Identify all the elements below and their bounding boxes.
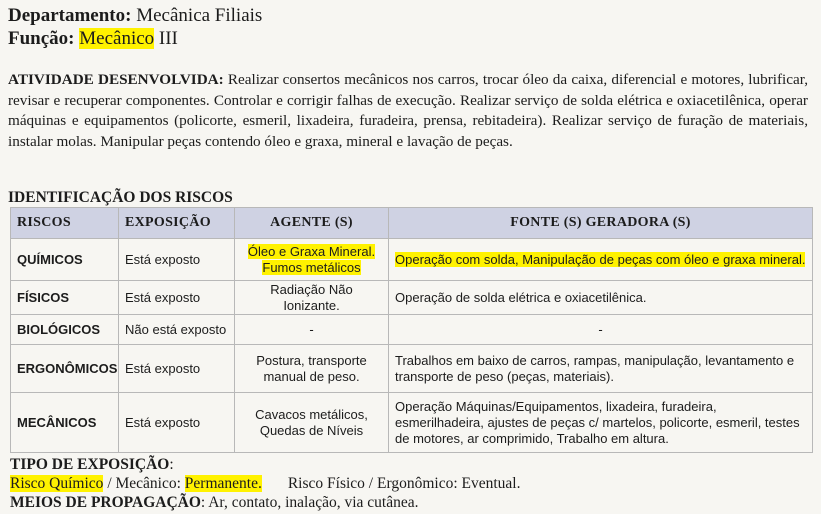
header-riscos: RISCOS [11,208,119,239]
risk-name: ERGONÔMICOS [11,345,119,393]
exposure-permanente: Permanente. [184,475,262,492]
header-agente: AGENTE (S) [235,208,389,239]
risk-agent [235,239,389,281]
funcao-rest: III [154,28,178,49]
risk-section-title: IDENTIFICAÇÃO DOS RISCOS [8,189,233,206]
risk-name: BIOLÓGICOS [11,315,119,345]
risk-agent: Radiação Não Ionizante. [235,281,389,315]
risk-source: Trabalhos em baixo de carros, rampas, manipulação, levantamento e transporte de peso (peças, materiais). [389,345,813,393]
activity-text: Realizar consertos mecânicos nos carros, trocar óleo da caixa, diferencial e motores, lubrificar, revisar e recuperar componentes. Controlar e corrigir falhas de execução. Realizar serviço de solda elétrica e oxiacetilênica, operar máquinas e equipamentos (policorte, esmeril, lixadeira, furadeira, prensa, rebitadeira). Realizar serviço de furação de materiais, instalar molas. Manipular peças contendo óleo e graxa, mineral e lavação de peças. [8,71,808,150]
risk-agent: - [235,315,389,345]
exposure-colon: : [169,456,174,473]
exposure-mecanico-label: / Mecânico: [103,475,185,492]
risk-exposure: Está exposto [119,281,235,315]
propagation-text: : Ar, contato, inalação, via cutânea. [200,494,419,511]
risk-table-header [11,208,813,239]
risk-source: Operação Máquinas/Equipamentos, lixadeira, furadeira, esmerilhadeira, ajustes de peças c/ martelos, policorte, esmeril, testes de motores, ar comprimido, Trabalho em altura. [389,393,813,453]
risk-name: MECÂNICOS [11,393,119,453]
agent-line-1: Óleo e Graxa Mineral. [247,243,376,259]
risk-source: Operação de solda elétrica e oxiacetilênica. [389,281,813,315]
exposure-fisico: Risco Físico / Ergonômico: Eventual. [287,475,521,492]
departamento-line [8,5,262,27]
risk-agent: Cavacos metálicos, Quedas de Níveis [235,393,389,453]
departamento-label: Departamento: [8,5,132,26]
funcao-label: Função: [8,28,75,49]
risk-name: FÍSICOS [11,281,119,315]
source-part-a: Operação com solda, [395,251,519,267]
agent-line-2: Fumos metálicos [262,259,361,275]
propagation-label: MEIOS DE PROPAGAÇÃO [10,494,201,511]
exposure-title-line [10,456,174,474]
exposure-title: TIPO DE EXPOSIÇÃO [10,456,170,473]
table-row [11,281,813,315]
risk-source: - [389,315,813,345]
table-row [11,239,813,281]
risk-exposure: Está exposto [119,239,235,281]
activity-label: ATIVIDADE DESENVOLVIDA: [8,71,224,88]
header-fonte: FONTE (S) GERADORA (S) [389,208,813,239]
table-row [11,315,813,345]
funcao-line [8,28,178,50]
departamento-value: Mecânica Filiais [136,5,263,26]
funcao-highlight: Mecânico [79,28,155,49]
propagation-line [10,494,418,512]
risk-name: QUÍMICOS [11,239,119,281]
risk-table [10,207,813,453]
activity-paragraph [8,70,808,152]
risk-agent: Postura, transporte manual de peso. [235,345,389,393]
table-row [11,345,813,393]
source-part-b: Manipulação de peças com óleo e graxa mineral. [518,251,806,267]
exposure-detail-line [10,475,520,493]
table-row [11,393,813,453]
risk-exposure: Está exposto [119,345,235,393]
header-exposicao: EXPOSIÇÃO [119,208,235,239]
risk-source [389,239,813,281]
risk-exposure: Não está exposto [119,315,235,345]
risk-exposure: Está exposto [119,393,235,453]
exposure-quimico: Risco Químico [10,475,104,492]
